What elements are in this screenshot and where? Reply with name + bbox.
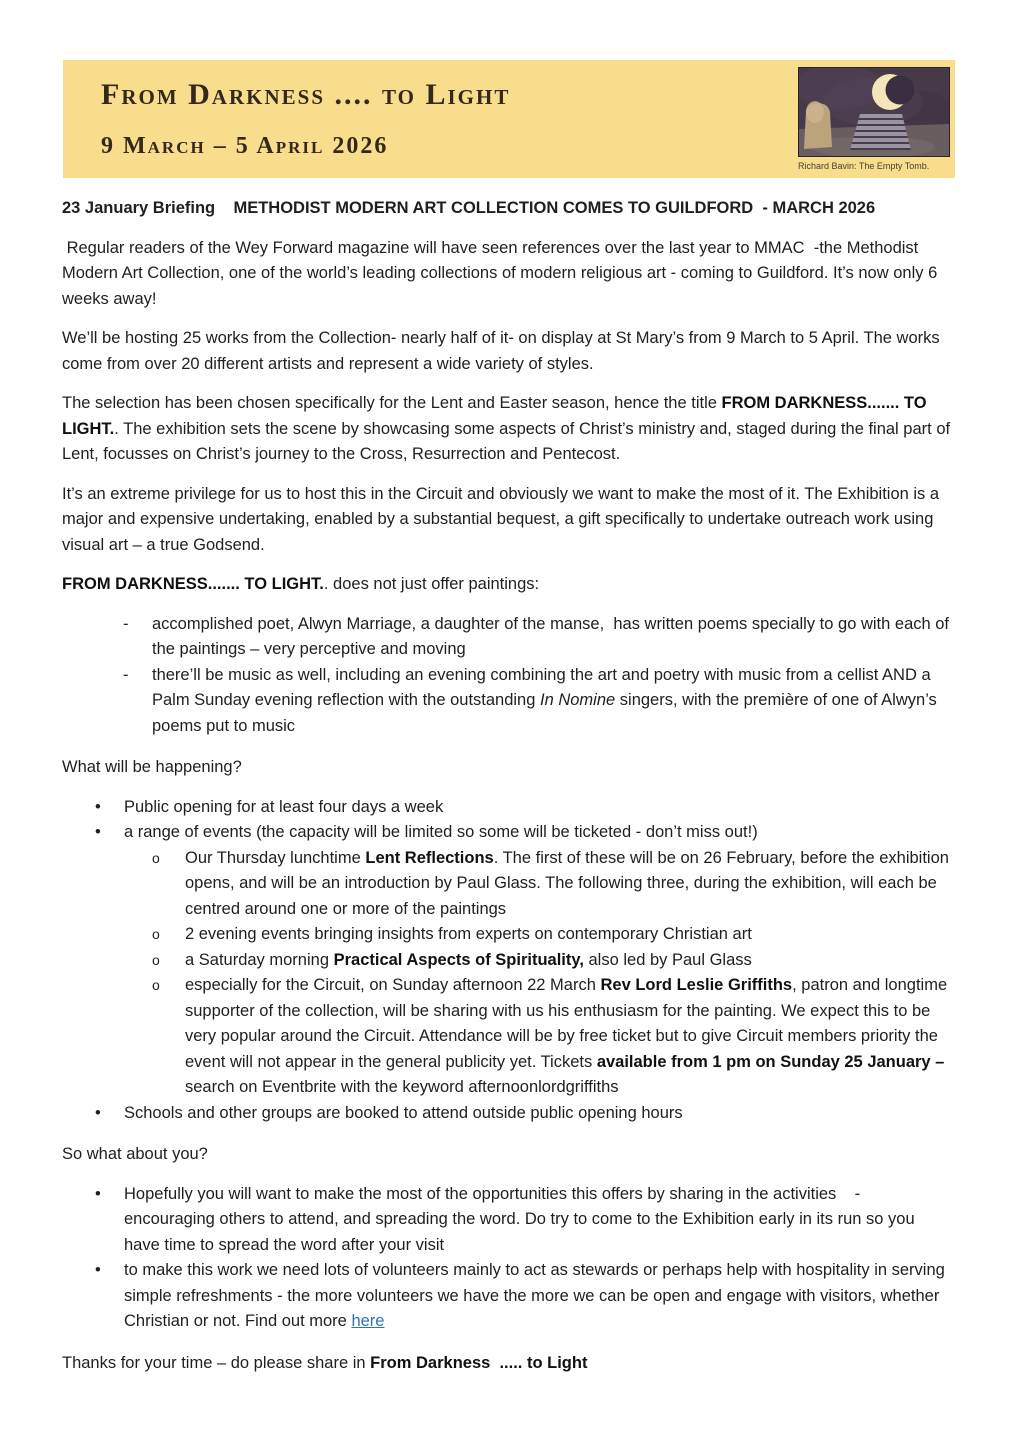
bullet-marker: • (95, 1184, 101, 1203)
list-item-text: Hopefully you will want to make the most of the opportunities this offers by sharing in the activities - encouraging others to attend, and spreading the word. Do try to come to the Exhibition early in its run so you have time to spread the word after your visit (124, 1184, 920, 1254)
text-segment-bold: Rev Lord Leslie Griffiths (600, 976, 793, 994)
circle-marker-glyph: o (152, 849, 160, 866)
banner (63, 60, 955, 178)
list-item-range-of-events (62, 820, 952, 846)
circle-marker-glyph: o (152, 926, 160, 942)
empty-tomb-painting (798, 67, 950, 157)
text-segment: singers, with the première of one of Alwyn’s poems put to music (152, 691, 942, 735)
list-item-public-opening (62, 795, 952, 821)
list-item-text: 2 evening events bringing insights from experts on contemporary Christian art (185, 925, 752, 943)
list-item-text (124, 1258, 952, 1335)
list-item-text (185, 973, 952, 1101)
dash-marker: - (123, 665, 129, 684)
list-item-text (185, 846, 952, 923)
paragraph-hosting: We’ll be hosting 25 works from the Collection- nearly half of it- on display at St Mary’s from 9 March to 5 April. The works come from over 20 different artists and represent a wide variety of styles. (62, 329, 945, 373)
list-item-saturday-morning (62, 948, 952, 974)
text-segment: . does not just offer paintings: (323, 575, 540, 593)
list-item-text: Schools and other groups are booked to attend outside public opening hours (124, 1103, 683, 1122)
circle-marker (152, 846, 185, 923)
paragraph-not-just-paintings (62, 572, 952, 598)
circle-marker (152, 973, 185, 1101)
text-segment-bold: Practical Aspects of Spirituality, (333, 950, 584, 969)
text-segment-italic: In Nomine (540, 691, 616, 709)
you-bullet-list (62, 1182, 952, 1335)
events-bullet-list (62, 795, 952, 1127)
bullet-marker: • (95, 1103, 101, 1122)
dash-marker: - (123, 614, 129, 633)
text-segment: . The exhibition sets the scene by showcasing some aspects of Christ’s ministry and, staged during the final part of Lent, focusses on Christ’s journey to the Cross, Resurrection and Pentecost. (62, 419, 955, 463)
text-segment: . The first of these will be on 26 February, before the exhibition opens, and will be an introduction by Paul Glass. The following three, during the exhibition, will each be centred around one or more of the paintings (185, 848, 954, 918)
text-segment: also led by Paul Glass (583, 950, 752, 969)
list-item-lent-reflections (62, 846, 952, 923)
circle-marker (152, 922, 185, 948)
briefing-heading: 23 January Briefing METHODIST MODERN ART COLLECTION COMES TO GUILDFORD - MARCH 2026 (62, 199, 876, 217)
text-segment-bold: FROM DARKNESS....... TO LIGHT. (62, 394, 932, 438)
paragraph-intro: Regular readers of the Wey Forward magazine will have seen references over the last year to MMAC -the Methodist Modern Art Collection, one of the world’s leading collections of modern religious art - coming to Guildford. It’s now only 6 weeks away! (62, 238, 942, 308)
circle-marker-glyph: o (152, 977, 160, 993)
paragraph-privilege: It’s an extreme privilege for us to host this in the Circuit and obviously we want to make the most of it. The Exhibition is a major and expensive undertaking, enabled by a substantial bequest, a gift specifically to undertake outreach work using visual art – a true Godsend. (62, 484, 944, 554)
text-segment-bold: From Darkness ..... to Light (370, 1353, 588, 1372)
section-so-what-about-you: So what about you? (62, 1145, 208, 1163)
section-what-will-happen: What will be happening? (62, 758, 242, 776)
text-segment: Thanks for your time – do please share in (62, 1353, 371, 1372)
banner-dates: 9 March – 5 April 2026 (101, 133, 389, 159)
text-segment: especially for the Circuit, on Sunday afternoon 22 March (185, 976, 601, 994)
list-item-hopefully (62, 1182, 952, 1259)
list-item-lord-griffiths (62, 973, 952, 1101)
text-segment: there’ll be music as well, including an evening combining the art and poetry with music from a cellist AND a Palm Sunday evening reflection with the outstanding (152, 665, 936, 709)
list-item-music (62, 663, 952, 740)
list-item-poet (62, 612, 952, 663)
text-segment-bold: FROM DARKNESS....... TO LIGHT. (62, 575, 324, 593)
closing-line (62, 1351, 952, 1377)
bullet-marker: • (95, 823, 101, 841)
list-item-text: a range of events (the capacity will be limited so some will be ticketed - don’t miss out!) (124, 823, 758, 841)
text-segment-bold: available from 1 pm on Sunday 25 January – (596, 1052, 945, 1071)
circle-marker (152, 948, 185, 974)
list-item-text: Public opening for at least four days a week (124, 797, 444, 816)
banner-title: From Darkness .... to Light (101, 78, 511, 111)
bullet-marker: • (95, 1261, 101, 1279)
list-item-volunteers (62, 1258, 952, 1335)
list-item-text (152, 663, 952, 740)
dash-list (62, 612, 952, 740)
find-out-more-link[interactable]: here (351, 1312, 385, 1330)
paragraph-selection (62, 391, 955, 468)
list-item-text: accomplished poet, Alwyn Marriage, a daughter of the manse, has written poems specially to go with each of the paintings – very perceptive and moving (152, 614, 954, 658)
list-item-schools (62, 1101, 952, 1127)
list-item-evening-events (62, 922, 952, 948)
banner-text (63, 60, 510, 178)
text-segment: search on Eventbrite with the keyword afternoonlordgriffiths (185, 1052, 949, 1096)
text-segment: Our Thursday lunchtime (185, 848, 366, 867)
text-segment: to make this work we need lots of volunteers mainly to act as stewards or perhaps help with hospitality in serving simple refreshments - the more volunteers we have the more we can be open and engage with visitors, whether Christian or not. Find out more (124, 1261, 950, 1330)
circle-marker-glyph: o (152, 951, 160, 968)
text-segment: , patron and longtime supporter of the collection, will be sharing with us his enthusiasm for the painting. We expect this to be very popular around the Circuit. Attendance will be by free ticket but to give Circuit members priority the event will not appear in the general publicity yet. Tickets (185, 976, 952, 1071)
document-body (62, 196, 955, 1390)
text-segment-bold: Lent Reflections (365, 848, 494, 867)
bullet-marker: • (95, 797, 101, 816)
text-segment: The selection has been chosen specifically for the Lent and Easter season, hence the title (62, 394, 722, 412)
text-segment: a Saturday morning (185, 950, 334, 969)
painting-caption: Richard Bavin: The Empty Tomb. (798, 161, 930, 171)
list-item-text (185, 948, 952, 974)
painting-figure (798, 67, 950, 178)
